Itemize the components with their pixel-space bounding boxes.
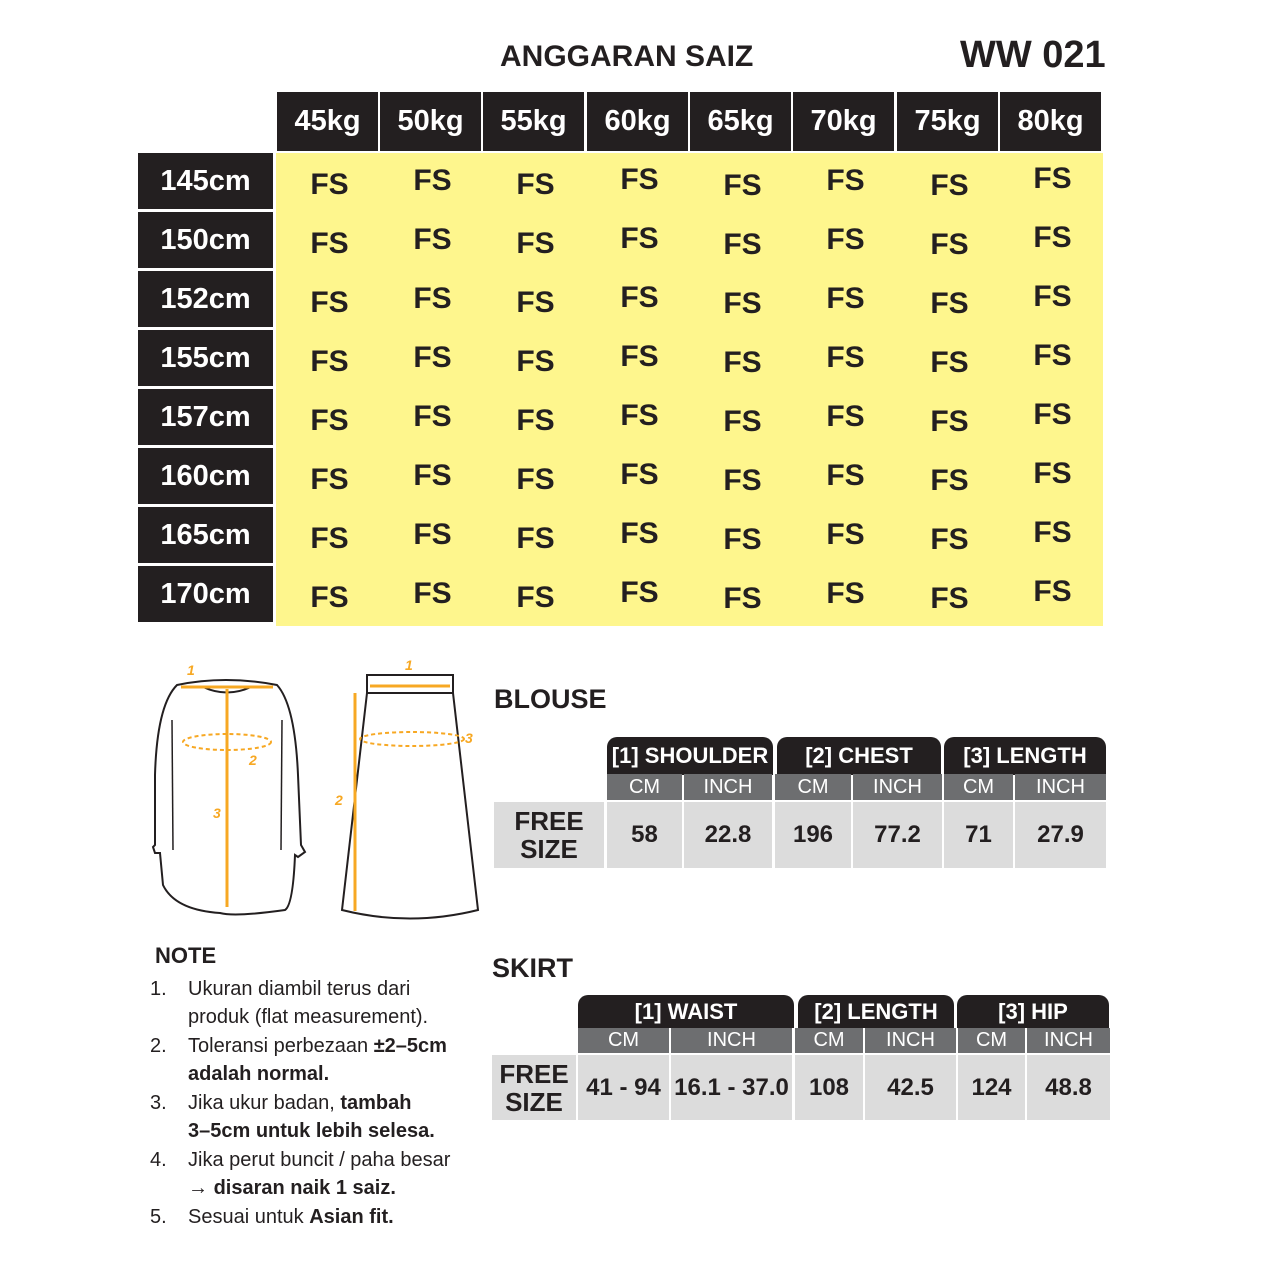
size-cell: FS: [413, 400, 452, 433]
skirt-unit-header: CM: [578, 1028, 669, 1053]
note-number: 4.: [150, 1149, 167, 1171]
blouse-unit-header: INCH: [853, 774, 942, 800]
size-cell: FS: [723, 169, 762, 202]
blouse-sleeve-seam-left: [172, 720, 173, 850]
skirt-label-1: 1: [405, 657, 413, 673]
blouse-unit-header: CM: [775, 774, 851, 800]
skirt-row-label: [492, 1055, 576, 1120]
size-cell: FS: [826, 518, 865, 551]
note-plain: Sesuai untuk: [188, 1206, 310, 1228]
skirt-value-cell: 124: [958, 1055, 1025, 1120]
size-cell: FS: [723, 405, 762, 438]
blouse-title: BLOUSE: [494, 684, 607, 714]
size-cell: FS: [1033, 575, 1072, 608]
size-cell: FS: [620, 340, 659, 373]
size-cell: FS: [516, 345, 555, 378]
size-cell: FS: [310, 404, 349, 437]
product-code: WW 021: [960, 34, 1106, 76]
height-header: 150cm: [138, 212, 273, 268]
note-text: [188, 1089, 478, 1145]
size-cell: FS: [826, 400, 865, 433]
note-line: [188, 1174, 478, 1202]
note-bold: adalah normal.: [188, 1063, 330, 1085]
blouse-group-header: [1] SHOULDER: [607, 737, 773, 775]
note-line: [188, 1203, 478, 1231]
blouse-sleeve-seam-right: [281, 720, 282, 850]
note-plain: →: [188, 1177, 214, 1199]
weight-header: 50kg: [380, 92, 481, 151]
page-title: ANGGARAN SAIZ: [500, 40, 754, 73]
size-cell: FS: [826, 341, 865, 374]
note-plain: Jika ukur badan,: [188, 1092, 341, 1114]
skirt-group-header: [2] LENGTH: [798, 995, 954, 1028]
garment-diagram: [145, 655, 490, 930]
blouse-value-cell: 71: [944, 802, 1013, 868]
weight-header: 75kg: [897, 92, 998, 151]
size-cell: FS: [1033, 339, 1072, 372]
note-plain: Ukuran diambil terus dari: [188, 978, 411, 1000]
size-cell: FS: [413, 164, 452, 197]
size-cell: FS: [620, 458, 659, 491]
skirt-unit-header: CM: [958, 1028, 1025, 1053]
note-plain: Toleransi perbezaan: [188, 1035, 374, 1057]
note-plain: Jika perut buncit / paha besar: [188, 1149, 451, 1171]
blouse-row-label: [494, 802, 604, 868]
size-cell: FS: [1033, 516, 1072, 549]
weight-header: 45kg: [277, 92, 378, 151]
size-cell: FS: [620, 576, 659, 609]
note-line: [188, 1089, 478, 1117]
note-number: 3.: [150, 1092, 167, 1114]
note-item: [150, 1146, 480, 1202]
skirt-value-cell: 41 - 94: [578, 1055, 669, 1120]
size-cell: FS: [826, 282, 865, 315]
weight-header: 80kg: [1000, 92, 1101, 151]
diagram-label-2: 2: [249, 752, 257, 768]
size-cell: FS: [826, 223, 865, 256]
skirt-value-cell: 42.5: [865, 1055, 956, 1120]
size-cell: FS: [723, 523, 762, 556]
skirt-label-2: 2: [335, 792, 343, 808]
size-cell: FS: [310, 522, 349, 555]
size-cell: FS: [620, 517, 659, 550]
size-cell: FS: [723, 346, 762, 379]
note-text: [188, 1203, 478, 1231]
blouse-unit-header: CM: [944, 774, 1013, 800]
diagram-label-3: 3: [213, 805, 221, 821]
note-line: [188, 975, 478, 1003]
height-header: 157cm: [138, 389, 273, 445]
height-header: 145cm: [138, 153, 273, 209]
blouse-unit-header: CM: [607, 774, 682, 800]
size-cell: FS: [1033, 398, 1072, 431]
size-cell: FS: [516, 522, 555, 555]
note-item: [150, 975, 480, 1031]
size-cell: FS: [413, 282, 452, 315]
size-cell: FS: [723, 464, 762, 497]
blouse-value-cell: 22.8: [684, 802, 772, 868]
blouse-value-cell: 58: [607, 802, 682, 868]
note-line: [188, 1146, 478, 1174]
skirt-unit-header: INCH: [671, 1028, 792, 1053]
skirt-row-label-line-2: SIZE: [505, 1086, 563, 1117]
skirt-label-3: 3: [465, 730, 473, 746]
size-cell: FS: [1033, 280, 1072, 313]
note-line: [188, 1003, 478, 1031]
weight-header: 55kg: [483, 92, 584, 151]
size-cell: FS: [723, 287, 762, 320]
size-cell: FS: [310, 345, 349, 378]
size-cell: FS: [310, 227, 349, 260]
size-cell: FS: [930, 405, 969, 438]
blouse-group-header: [3] LENGTH: [944, 737, 1106, 775]
height-header: 152cm: [138, 271, 273, 327]
size-cell: FS: [723, 228, 762, 261]
blouse-outline: [153, 680, 305, 914]
size-cell: FS: [516, 581, 555, 614]
note-number: 2.: [150, 1035, 167, 1057]
size-cell: FS: [413, 459, 452, 492]
blouse-unit-header: INCH: [1015, 774, 1106, 800]
note-line: [188, 1060, 478, 1088]
size-cell: FS: [413, 518, 452, 551]
size-cell: FS: [620, 399, 659, 432]
note-bold: disaran naik 1 saiz.: [213, 1177, 396, 1199]
note-bold: ±2–5cm: [373, 1035, 447, 1057]
blouse-unit-header: INCH: [684, 774, 772, 800]
height-header: 170cm: [138, 566, 273, 622]
size-cell: FS: [930, 287, 969, 320]
skirt-unit-header: CM: [795, 1028, 863, 1053]
size-cell: FS: [620, 281, 659, 314]
weight-header: 60kg: [587, 92, 688, 151]
skirt-row-label-line-1: FREE: [499, 1058, 569, 1089]
size-cell: FS: [310, 286, 349, 319]
height-header: 165cm: [138, 507, 273, 563]
size-cell: FS: [1033, 457, 1072, 490]
skirt-group-header: [1] WAIST: [578, 995, 794, 1028]
note-number: 1.: [150, 978, 167, 1000]
skirt-unit-header: INCH: [1027, 1028, 1110, 1053]
height-header: 155cm: [138, 330, 273, 386]
size-cell: FS: [310, 168, 349, 201]
note-title: NOTE: [155, 943, 217, 968]
skirt-value-cell: 16.1 - 37.0: [671, 1055, 792, 1120]
note-number: 5.: [150, 1206, 167, 1228]
size-cell: FS: [723, 582, 762, 615]
size-cell: FS: [310, 581, 349, 614]
size-cell: FS: [413, 577, 452, 610]
size-cell: FS: [516, 404, 555, 437]
size-cell: FS: [620, 222, 659, 255]
blouse-row-label-line-2: SIZE: [520, 834, 578, 864]
size-cell: FS: [826, 577, 865, 610]
blouse-group-header: [2] CHEST: [777, 737, 941, 775]
size-cell: FS: [310, 463, 349, 496]
size-cell: FS: [516, 168, 555, 201]
skirt-value-cell: 108: [795, 1055, 863, 1120]
note-item: [150, 1032, 480, 1088]
size-cell: FS: [930, 582, 969, 615]
size-cell: FS: [826, 164, 865, 197]
size-cell: FS: [516, 286, 555, 319]
note-plain: produk (flat measurement).: [188, 1006, 429, 1028]
size-cell: FS: [930, 228, 969, 261]
size-cell: FS: [930, 464, 969, 497]
size-cell: FS: [516, 227, 555, 260]
note-line: [188, 1032, 478, 1060]
note-text: [188, 975, 478, 1031]
note-line: [188, 1117, 478, 1145]
size-cell: FS: [930, 169, 969, 202]
blouse-value-cell: 27.9: [1015, 802, 1106, 868]
note-text: [188, 1032, 478, 1088]
note-item: [150, 1089, 480, 1145]
blouse-row-label-line-1: FREE: [514, 806, 584, 836]
size-cell: FS: [930, 523, 969, 556]
blouse-value-cell: 77.2: [853, 802, 942, 868]
size-cell: FS: [516, 463, 555, 496]
skirt-value-cell: 48.8: [1027, 1055, 1110, 1120]
hip-loop: [360, 732, 464, 746]
size-cell: FS: [1033, 162, 1072, 195]
skirt-unit-header: INCH: [865, 1028, 956, 1053]
skirt-waistband: [367, 675, 453, 693]
skirt-group-header: [3] HIP: [957, 995, 1109, 1028]
note-bold: tambah: [340, 1092, 412, 1114]
skirt-title: SKIRT: [492, 953, 573, 983]
note-text: [188, 1146, 478, 1202]
size-cell: FS: [620, 163, 659, 196]
diagram-label-1: 1: [187, 662, 195, 678]
note-bold: Asian fit.: [309, 1206, 394, 1228]
size-cell: FS: [413, 223, 452, 256]
size-cell: FS: [1033, 221, 1072, 254]
size-cell: FS: [826, 459, 865, 492]
note-item: [150, 1203, 480, 1231]
size-cell: FS: [930, 346, 969, 379]
skirt-outline: [342, 693, 478, 919]
note-bold: 3–5cm untuk lebih selesa.: [188, 1120, 435, 1142]
height-header: 160cm: [138, 448, 273, 504]
size-cell: FS: [413, 341, 452, 374]
weight-header: 70kg: [793, 92, 894, 151]
weight-header: 65kg: [690, 92, 791, 151]
blouse-value-cell: 196: [775, 802, 851, 868]
